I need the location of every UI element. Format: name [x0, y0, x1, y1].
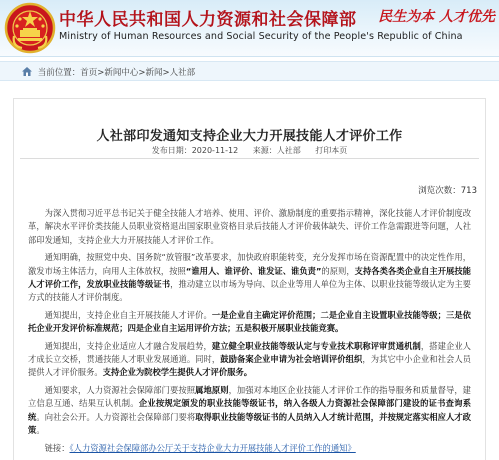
breadcrumb-prefix: 当前位置： — [37, 68, 81, 78]
article-meta — [14, 145, 485, 156]
site-header — [0, 0, 499, 57]
text-segment: 通知明确，按照党中央、国务院“放管服”改革要求，加快政府职能转变，充分发挥市场在资源配置中的决定性作用，激发市场主体活力，向用人主体放权，按照 — [28, 252, 471, 276]
text-segment: ，搭建企业人才成长立交桥，贯通技能人才职业发展通道。同时， — [28, 340, 471, 365]
article-paragraph — [28, 384, 471, 438]
article-paragraph — [28, 442, 471, 455]
site-slogan: 民生为本 人才优先 — [378, 9, 495, 25]
breadcrumb-bar — [0, 61, 499, 81]
article-source: 来源：人社部 — [252, 146, 301, 155]
breadcrumb — [22, 66, 195, 78]
bold-text: “谁用人、谁评价、谁发证、谁负责” — [185, 265, 322, 276]
bold-text: 属地原则 — [195, 384, 229, 395]
print-page-button[interactable]: 打印本页 — [315, 146, 348, 155]
article-title: 人社部印发通知支持企业大力开展技能人才评价工作 — [96, 129, 403, 144]
breadcrumb-item-home[interactable]: 首页 — [80, 68, 98, 78]
bold-text: 建立健全职业技能等级认定与专业技术职称评审贯通机制 — [211, 340, 421, 351]
article-container — [13, 98, 486, 460]
text-segment: ，为其它中小企业和社会人员提供人才评价服务。 — [28, 354, 471, 378]
text-segment: 通知提出，支持企业适应人才融合发展趋势， — [44, 340, 212, 351]
breadcrumb-separator: > — [138, 68, 146, 78]
breadcrumb-item-news[interactable]: 新闻 — [145, 68, 163, 78]
article-paragraph — [28, 340, 471, 380]
article-body — [28, 207, 471, 459]
site-name-cn[interactable]: 中华人民共和国人力资源和社会保障部 — [59, 10, 357, 30]
text-segment: 的原则， — [321, 265, 355, 276]
bold-text: 鼓励备案企业申请为社会培训评价组织 — [220, 354, 363, 365]
article-paragraph — [28, 251, 471, 305]
bold-text: 支持企业为院校学生提供人才评价服务。 — [102, 367, 253, 378]
text-segment: ，推动建立以市场为导向、以企业等用人单位为主体、以职业技能等级认定为主要方式的技能人才评价制度。 — [28, 279, 471, 303]
bold-text: 一是企业自主确定评价范围；二是企业自主设置职业技能等级；三是依托企业开发评价标准规范；四是企业自主运用评价方法；五是积极开展职业技能竞赛。 — [28, 309, 471, 334]
breadcrumb-separator: > — [97, 68, 105, 78]
bold-text: 企业按规定颁发的职业技能等级证书，纳入各级人力资源社会保障部门建设的证书查询系统 — [28, 398, 471, 422]
national-emblem-icon[interactable] — [4, 2, 56, 54]
breadcrumb-item-news-center[interactable]: 新闻中心 — [104, 68, 139, 78]
view-count: 浏览次数：713 — [418, 186, 477, 196]
home-icon — [22, 67, 32, 76]
text-segment: ，加强对本地区企业技能人才评价工作的指导服务和质量督导，建立信息互通、结果互认机制。 — [28, 384, 471, 409]
article-paragraph — [28, 207, 471, 247]
breadcrumb-item-ministry[interactable]: 人社部 — [169, 68, 196, 78]
site-name-en: Ministry of Human Resources and Social Security of the People's Republic of China — [59, 31, 463, 42]
nav-bar — [0, 61, 499, 83]
article-paragraph — [28, 309, 471, 336]
text-segment: 通知要求，人力资源社会保障部门要按照 — [44, 384, 196, 395]
bold-text: 支持各类各类企业自主开展技能人才评价工作，发放职业技能等级证书 — [28, 265, 471, 290]
text-segment: 。 — [36, 425, 45, 436]
text-segment: 为深入贯彻习近平总书记关于健全技能人才培养、使用、评价、激励制度的重要指示精神，深化技能人才评价制度改革，解决水平评价类技能人员职业资格退出国家职业资格目录后技能人才评价载体缺失、评价工作急需跟进等问题，人社部印发通知，支持企业大力开展技能人才评价工作。 — [28, 208, 471, 245]
publish-date: 发布日期：2020-11-12 — [151, 146, 239, 155]
text-segment: 。向社会公开。人力资源社会保障部门要将 — [36, 411, 196, 422]
text-segment: 链接： — [44, 442, 70, 453]
meta-divider — [20, 158, 479, 159]
notice-link[interactable]: 《人力资源社会保障部办公厅关于支持企业大力开展技能人才评价工作的通知》 — [69, 442, 356, 453]
text-segment: 通知提出，支持企业自主开展技能人才评价。 — [44, 309, 212, 320]
bold-text: 取得职业技能等级证书的人员纳入人才统计范围，并按规定落实相应人才政策 — [28, 411, 471, 436]
breadcrumb-separator: > — [162, 68, 170, 78]
